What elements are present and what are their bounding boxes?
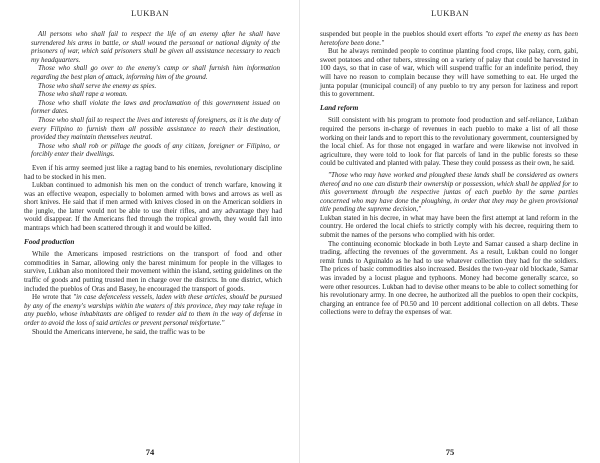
body-text: suspended but people in the pueblos should exert efforts bbox=[320, 30, 485, 38]
quote-paragraph: Those who shall serve the enemy as spies. bbox=[38, 81, 157, 90]
body-paragraph: Lukban continued to admonish his men on the conduct of trench warfare, knowing it was an effective weapon, especially to bolomen armed with bows and arrows as well as short knives. He said that if men armed with knives closed in on the American soldiers in the jungle, the latter would not be able to use their rifles, and any advantage they had would disappear. If the Americans fled through the tropical growth, they would fall into mantraps which had been scattered through it and would be killed. bbox=[24, 181, 282, 233]
inline-quote: "to expel the enemy as has been heretofore been done." bbox=[320, 30, 579, 47]
quote-paragraph: Those who shall rape a woman. bbox=[38, 90, 128, 99]
body-paragraph: But he always reminded people to continue planting food crops, like palay, corn, gabi, sweet potatoes and other tubers, stressing on a variety of palay that could be harvested in 100 days, so that in case of war, which will suspend traffic for an indefinite period, they will have no reason to complain because they will have something to eat. He urged the junta popular (municipal council) of any pueblo to try any person for laziness and report this to government. bbox=[320, 47, 578, 99]
body-paragraph bbox=[24, 293, 282, 327]
quote-paragraph: All persons who shall fail to respect the life of an enemy after he shall have surrendered his arms in battle, or shall wound the personal or national dignity of the prisoners of war, which said prisoners shall be given all assistance necessary to reach my headquarters. bbox=[31, 30, 280, 64]
quote-paragraph: Those who shall fail to respect the lives and interests of foreigners, as it is the duty of every Filipino to furnish them all possible assistance to reach their destination, provided they maintain themselves neutral. bbox=[31, 115, 280, 142]
body-text: He wrote that bbox=[32, 293, 74, 302]
running-header: LUKBAN bbox=[431, 8, 469, 18]
section-heading: Food production bbox=[24, 236, 75, 246]
page-number: 75 bbox=[445, 447, 455, 457]
inline-quote: "in case defenceless vessels, laden with these articles, should be pursued by any of the enemy's warships within the waters of this province, they may take refuge in any pueblo, whose inhabitants are obliged to render aid to them in the way of defense in order to avoid the loss of said articles or prevent personal misfortune." bbox=[24, 293, 282, 327]
body-paragraph: Lukban stated in his decree, in what may have been the first attempt at land reform in the country. He ordered the local chiefs to strictly comply with his decree, requiring them to submit the names of the persons who complied with his order. bbox=[320, 213, 578, 240]
body-paragraph: Still consistent with his program to promote food production and self-reliance, Lukban required the persons in-charge of revenues in each pueblo to make a list of all those working on their lands and to report this to the revolutionary government, countersigned by the local chief. As for those not engaged in warfare and were likewise not involved in agriculture, they were told to look for flat parcels of land in the public forests so these could be cultivated and planted with palay. These they could possess as their own, he said. bbox=[320, 116, 578, 168]
running-header: LUKBAN bbox=[131, 8, 169, 18]
page-number: 74 bbox=[145, 447, 155, 457]
block-quote bbox=[24, 30, 282, 159]
body-paragraph bbox=[320, 30, 578, 47]
quote-paragraph: Those who shall go over to the enemy's camp or shall furnish him information regarding the best plan of attack, informing him of the ground. bbox=[31, 64, 280, 81]
quote-paragraph: Those who shall rob or pillage the goods of any citizen, foreigner or Filipino, or forcibly enter their dwellings. bbox=[31, 141, 280, 159]
right-page bbox=[300, 0, 600, 463]
body-paragraph: Even if his army seemed just like a ragtag band to his enemies, revolutionary discipline had to be stocked in his men. bbox=[24, 163, 282, 181]
body-paragraph: While the Americans imposed restrictions on the transport of food and other commodities in Samar, allowing only the barest minimum for people in the villages to survive, Lukban also monitored their movement within the island, setting guidelines on the traffic of goods and putting trusted men in charge over the districts. In one district, which included the pueblos of Oras and Basey, he encouraged the transport of goods. bbox=[24, 250, 282, 293]
body-paragraph: Should the Americans intervene, he said, the traffic was to be bbox=[32, 327, 205, 336]
left-text-column bbox=[24, 30, 282, 336]
body-paragraph: The continuing economic blockade in both Leyte and Samar caused a sharp decline in trading, affecting the revenues of the government. As a result, Lukban could no longer remit funds to Aguinaldo as he had to use whatever collection they had for the soldiers. The prices of basic commodities also increased. Besides the two-year old blockade, Samar was invaded by a locust plague and typhoons. Money had become generally scarce, so were other resources. Lukban had to devise other means to be able to collect something for his revolutionary army. In one decree, he authorized all the pueblos to open their cockpits, charging an entrance fee of P0.50 and 10 percent additional collection on all debts. These collections were to defray the expenses of war. bbox=[320, 239, 578, 317]
quote-paragraph: Those who shall violate the laws and proclamation of this government issued on former dates. bbox=[31, 98, 280, 116]
right-text-column bbox=[320, 30, 578, 317]
section-heading: Land reform bbox=[320, 102, 359, 112]
decree-quote: "Those who may have worked and ploughed these lands shall be considered as owners thereof and no one can disturb their ownership or possession, which shall be applied for to this government through the respective juntas of each pueblo by the same parties concerned who may have done the ploughing, in order that they may be given provisional title pending the supreme decision," bbox=[320, 170, 578, 214]
